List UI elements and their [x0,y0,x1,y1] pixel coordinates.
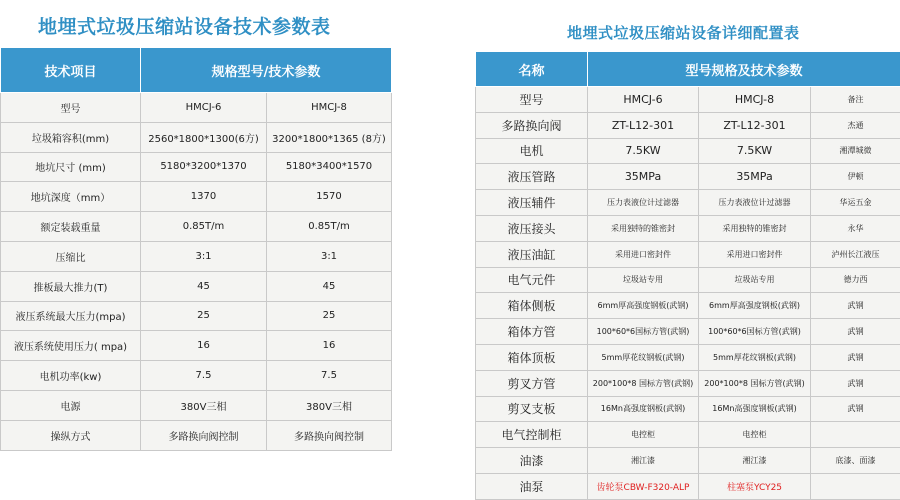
param-value-cell: 45 [141,271,267,301]
spec-value-cell: 200*100*8 国标方管(武钢) [699,370,811,396]
param-name-cell: 地坑深度（mm） [1,182,141,212]
spec-value-cell: 湘江漆 [699,448,811,474]
spec-value-cell: 200*100*8 国标方管(武钢) [588,370,699,396]
table-row [476,138,900,164]
table-row [1,301,392,331]
param-value-cell: HMCJ-8 [267,93,392,123]
param-value-cell: 7.5 [267,361,392,391]
table-row [476,344,900,370]
spec-value-cell: 16Mn高强度钢板(武钢) [588,396,699,422]
spec-value-cell: ZT-L12-301 [699,112,811,138]
remark-cell: 武钢 [811,344,900,370]
spec-value-cell: 7.5KW [699,138,811,164]
component-name-cell: 箱体侧板 [476,293,588,319]
param-value-cell: 多路换向阀控制 [141,420,267,450]
spec-value-cell: 采用进口密封件 [699,241,811,267]
spec-value-cell: 35MPa [699,164,811,190]
remark-cell: 武钢 [811,370,900,396]
component-name-cell: 液压油缸 [476,241,588,267]
table-row [476,112,900,138]
table-row [476,215,900,241]
remark-cell: 湘潭城微 [811,138,900,164]
param-value-cell: 0.85T/m [141,212,267,242]
remark-cell: 武钢 [811,319,900,345]
spec-value-cell: 5mm厚花纹钢板(武钢) [699,344,811,370]
spec-value-cell: 电控柜 [699,422,811,448]
table-row [476,190,900,216]
table-row [1,420,392,450]
spec-value-cell: 16Mn高强度钢板(武钢) [699,396,811,422]
spec-value-cell: 采用独特的锥密封 [699,215,811,241]
technical-parameters-table [0,47,392,451]
remark-cell: 永华 [811,215,900,241]
param-value-cell: 25 [141,301,267,331]
remark-cell: 泸州长江液压 [811,241,900,267]
param-value-cell: 2560*1800*1300(6方) [141,122,267,152]
table-row [476,422,900,448]
table-row [1,390,392,420]
param-value-cell: 16 [141,331,267,361]
spec-value-cell: 100*60*6国标方管(武钢) [588,319,699,345]
table-row [476,473,900,499]
param-name-cell: 地坑尺寸 (mm) [1,152,141,182]
spec-value-cell: 压力表液位计过滤器 [588,190,699,216]
param-name-cell: 操纵方式 [1,420,141,450]
table-row [476,164,900,190]
spec-value-cell: 柱塞泵YCY25 [699,473,811,499]
param-name-cell: 电源 [1,390,141,420]
table-row [1,271,392,301]
spec-value-cell: 100*60*6国标方管(武钢) [699,319,811,345]
param-name-cell: 液压系统最大压力(mpa) [1,301,141,331]
remark-cell: 备注 [811,87,900,113]
component-name-cell: 箱体顶板 [476,344,588,370]
param-value-cell: 7.5 [141,361,267,391]
table-header-row [476,52,900,87]
param-value-cell: 1370 [141,182,267,212]
param-value-cell: 0.85T/m [267,212,392,242]
table-row [476,87,900,113]
component-name-cell: 油泵 [476,473,588,499]
component-name-cell: 液压接头 [476,215,588,241]
param-value-cell: HMCJ-6 [141,93,267,123]
table-row [476,370,900,396]
header-technical-item: 技术项目 [1,48,141,93]
remark-cell: 武钢 [811,396,900,422]
spec-value-cell: 35MPa [588,164,699,190]
param-name-cell: 液压系统使用压力( mpa) [1,331,141,361]
remark-cell [811,422,900,448]
component-name-cell: 型号 [476,87,588,113]
configuration-table [475,51,900,500]
param-value-cell: 380V三相 [267,390,392,420]
param-value-cell: 5180*3400*1570 [267,152,392,182]
param-value-cell: 3200*1800*1365 (8方) [267,122,392,152]
header-name: 名称 [476,52,588,87]
spec-value-cell: ZT-L12-301 [588,112,699,138]
spec-value-cell: 湘江漆 [588,448,699,474]
table-row [476,241,900,267]
spec-value-cell: 6mm厚高强度钢板(武钢) [588,293,699,319]
param-value-cell: 25 [267,301,392,331]
table-row [1,182,392,212]
spec-value-cell: HMCJ-8 [699,87,811,113]
component-name-cell: 油漆 [476,448,588,474]
table-row [1,122,392,152]
param-value-cell: 380V三相 [141,390,267,420]
remark-cell [811,473,900,499]
table-row [1,361,392,391]
spec-value-cell: 7.5KW [588,138,699,164]
remark-cell: 杰通 [811,112,900,138]
param-name-cell: 型号 [1,93,141,123]
spec-value-cell: 电控柜 [588,422,699,448]
remark-cell: 伊顿 [811,164,900,190]
param-value-cell: 5180*3200*1370 [141,152,267,182]
param-value-cell: 16 [267,331,392,361]
header-spec-params: 规格型号/技术参数 [141,48,392,93]
table-row [476,293,900,319]
remark-cell: 华运五金 [811,190,900,216]
component-name-cell: 剪叉支板 [476,396,588,422]
table-row [476,448,900,474]
spec-value-cell: 齿轮泵CBW-F320-ALP [588,473,699,499]
table-row [1,152,392,182]
component-name-cell: 液压辅件 [476,190,588,216]
table-row [476,319,900,345]
param-name-cell: 额定装载重量 [1,212,141,242]
param-value-cell: 1570 [267,182,392,212]
param-value-cell: 多路换向阀控制 [267,420,392,450]
remark-cell: 武钢 [811,293,900,319]
param-value-cell: 3:1 [141,241,267,271]
param-name-cell: 压缩比 [1,241,141,271]
table-row [1,241,392,271]
table-row [476,267,900,293]
component-name-cell: 箱体方管 [476,319,588,345]
remark-cell: 底漆、面漆 [811,448,900,474]
component-name-cell: 多路换向阀 [476,112,588,138]
spec-value-cell: 5mm厚花纹钢板(武钢) [588,344,699,370]
param-value-cell: 45 [267,271,392,301]
component-name-cell: 电机 [476,138,588,164]
header-model-spec: 型号规格及技术参数 [588,52,900,87]
left-table-title: 地埋式垃圾压缩站设备技术参数表 [38,12,331,39]
table-row [476,396,900,422]
table-row [1,93,392,123]
spec-value-cell: HMCJ-6 [588,87,699,113]
table-row [1,212,392,242]
param-value-cell: 3:1 [267,241,392,271]
component-name-cell: 电气元件 [476,267,588,293]
spec-value-cell: 垃圾站专用 [588,267,699,293]
param-name-cell: 垃圾箱容积(mm) [1,122,141,152]
component-name-cell: 剪叉方管 [476,370,588,396]
param-name-cell: 电机功率(kw) [1,361,141,391]
spec-value-cell: 采用进口密封件 [588,241,699,267]
param-name-cell: 推板最大推力(T) [1,271,141,301]
component-name-cell: 液压管路 [476,164,588,190]
remark-cell: 德力西 [811,267,900,293]
spec-value-cell: 压力表液位计过滤器 [699,190,811,216]
spec-value-cell: 6mm厚高强度钢板(武钢) [699,293,811,319]
spec-value-cell: 采用独特的锥密封 [588,215,699,241]
component-name-cell: 电气控制柜 [476,422,588,448]
table-header-row [1,48,392,93]
spec-value-cell: 垃圾站专用 [699,267,811,293]
table-row [1,331,392,361]
right-table-title: 地埋式垃圾压缩站设备详细配置表 [567,22,800,43]
